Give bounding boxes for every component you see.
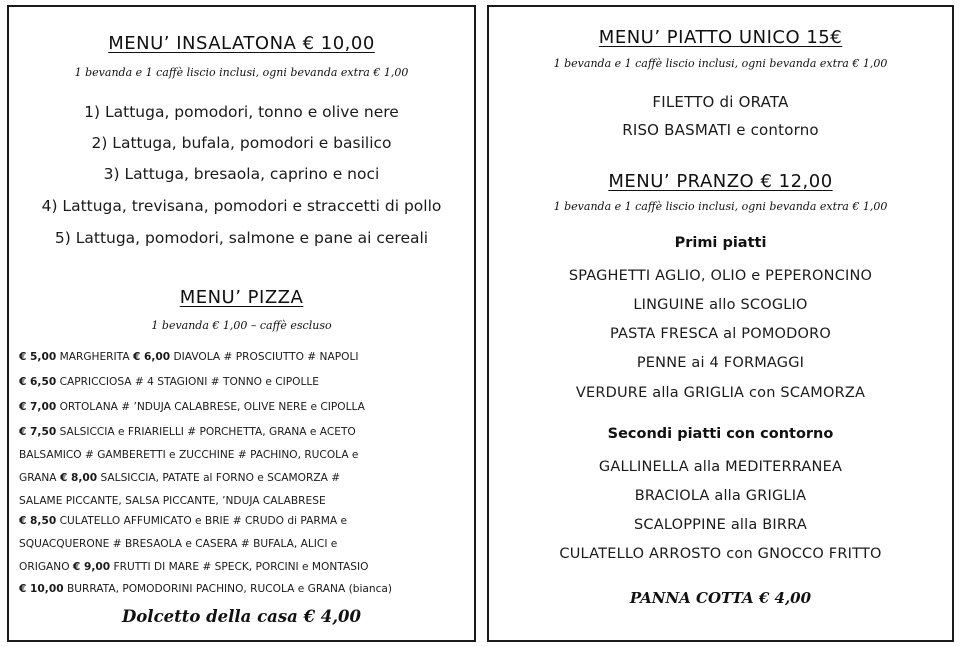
primi-item: PASTA FRESCA al POMODORO <box>609 326 832 342</box>
insalatona-subtitle: 1 bevanda e 1 caffè liscio inclusi, ogni bevanda extra € 1,00 <box>74 66 409 79</box>
dolcetto-line: Dolcetto della casa € 4,00 <box>121 607 361 626</box>
primi-item: SPAGHETTI AGLIO, OLIO e PEPERONCINO <box>568 268 873 284</box>
pizza-line: GRANA € 8,00 SALSICCIA, PATATE al FORNO e SCAMORZA # <box>19 472 341 484</box>
pizza-line: € 10,00 BURRATA, POMODORINI PACHINO, RUCOLA e GRANA (bianca) <box>19 583 393 595</box>
insalatona-item: 4) Lattuga, trevisana, pomodori e straccetti di pollo <box>41 197 442 215</box>
secondi-item: BRACIOLA alla GRIGLIA <box>634 488 807 504</box>
primi-heading: Primi piatti <box>674 235 767 251</box>
secondi-item: GALLINELLA alla MEDITERRANEA <box>598 459 843 475</box>
pizza-line: € 6,50 CAPRICCIOSA # 4 STAGIONI # TONNO e CIPOLLE <box>19 376 319 388</box>
piatto-unico-title: MENU’ PIATTO UNICO 15€ <box>598 27 843 48</box>
pizza-line: € 7,00 ORTOLANA # ’NDUJA CALABRESE, OLIVE NERE e CIPOLLA <box>19 401 365 413</box>
primi-item: LINGUINE allo SCOGLIO <box>633 297 808 313</box>
secondi-item: CULATELLO ARROSTO con GNOCCO FRITTO <box>559 546 882 562</box>
pizza-line: BALSAMICO # GAMBERETTI e ZUCCHINE # PACHINO, RUCOLA e <box>19 449 359 461</box>
pizza-title: MENU’ PIZZA <box>179 287 304 308</box>
insalatona-item: 3) Lattuga, bresaola, caprino e noci <box>103 165 380 183</box>
secondi-item: SCALOPPINE alla BIRRA <box>634 517 807 533</box>
primi-item: PENNE ai 4 FORMAGGI <box>636 355 805 371</box>
secondi-heading: Secondi piatti con contorno <box>607 426 834 442</box>
pizza-line: ORIGANO € 9,00 FRUTTI DI MARE # SPECK, PORCINI e MONTASIO <box>19 561 369 573</box>
pizza-line: SALAME PICCANTE, SALSA PICCANTE, ’NDUJA CALABRESE <box>19 495 326 507</box>
pizza-subtitle: 1 bevanda € 1,00 – caffè escluso <box>151 319 332 332</box>
left-menu-panel <box>7 5 476 642</box>
pranzo-subtitle: 1 bevanda e 1 caffè liscio inclusi, ogni bevanda extra € 1,00 <box>553 200 888 213</box>
pranzo-title: MENU’ PRANZO € 12,00 <box>608 171 833 192</box>
insalatona-item: 5) Lattuga, pomodori, salmone e pane ai cereali <box>54 229 429 247</box>
piatto-unico-item: RISO BASMATI e contorno <box>622 121 819 139</box>
primi-item: VERDURE alla GRIGLIA con SCAMORZA <box>575 385 866 401</box>
piatto-unico-subtitle: 1 bevanda e 1 caffè liscio inclusi, ogni bevanda extra € 1,00 <box>553 57 888 70</box>
pizza-line: € 8,50 CULATELLO AFFUMICATO e BRIE # CRUDO di PARMA e <box>19 515 347 527</box>
pizza-line: € 5,00 MARGHERITA € 6,00 DIAVOLA # PROSCIUTTO # NAPOLI <box>19 351 359 363</box>
pizza-line: € 7,50 SALSICCIA e FRIARIELLI # PORCHETTA, GRANA e ACETO <box>19 426 356 438</box>
right-menu-panel <box>487 5 954 642</box>
insalatona-item: 2) Lattuga, bufala, pomodori e basilico <box>91 134 392 152</box>
insalatona-title: MENU’ INSALATONA € 10,00 <box>108 33 375 54</box>
insalatona-item: 1) Lattuga, pomodori, tonno e olive nere <box>84 103 399 121</box>
piatto-unico-item: FILETTO di ORATA <box>652 93 789 111</box>
pizza-line: SQUACQUERONE # BRESAOLA e CASERA # BUFALA, ALICI e <box>19 538 338 550</box>
panna-cotta-line: PANNA COTTA € 4,00 <box>629 589 812 607</box>
